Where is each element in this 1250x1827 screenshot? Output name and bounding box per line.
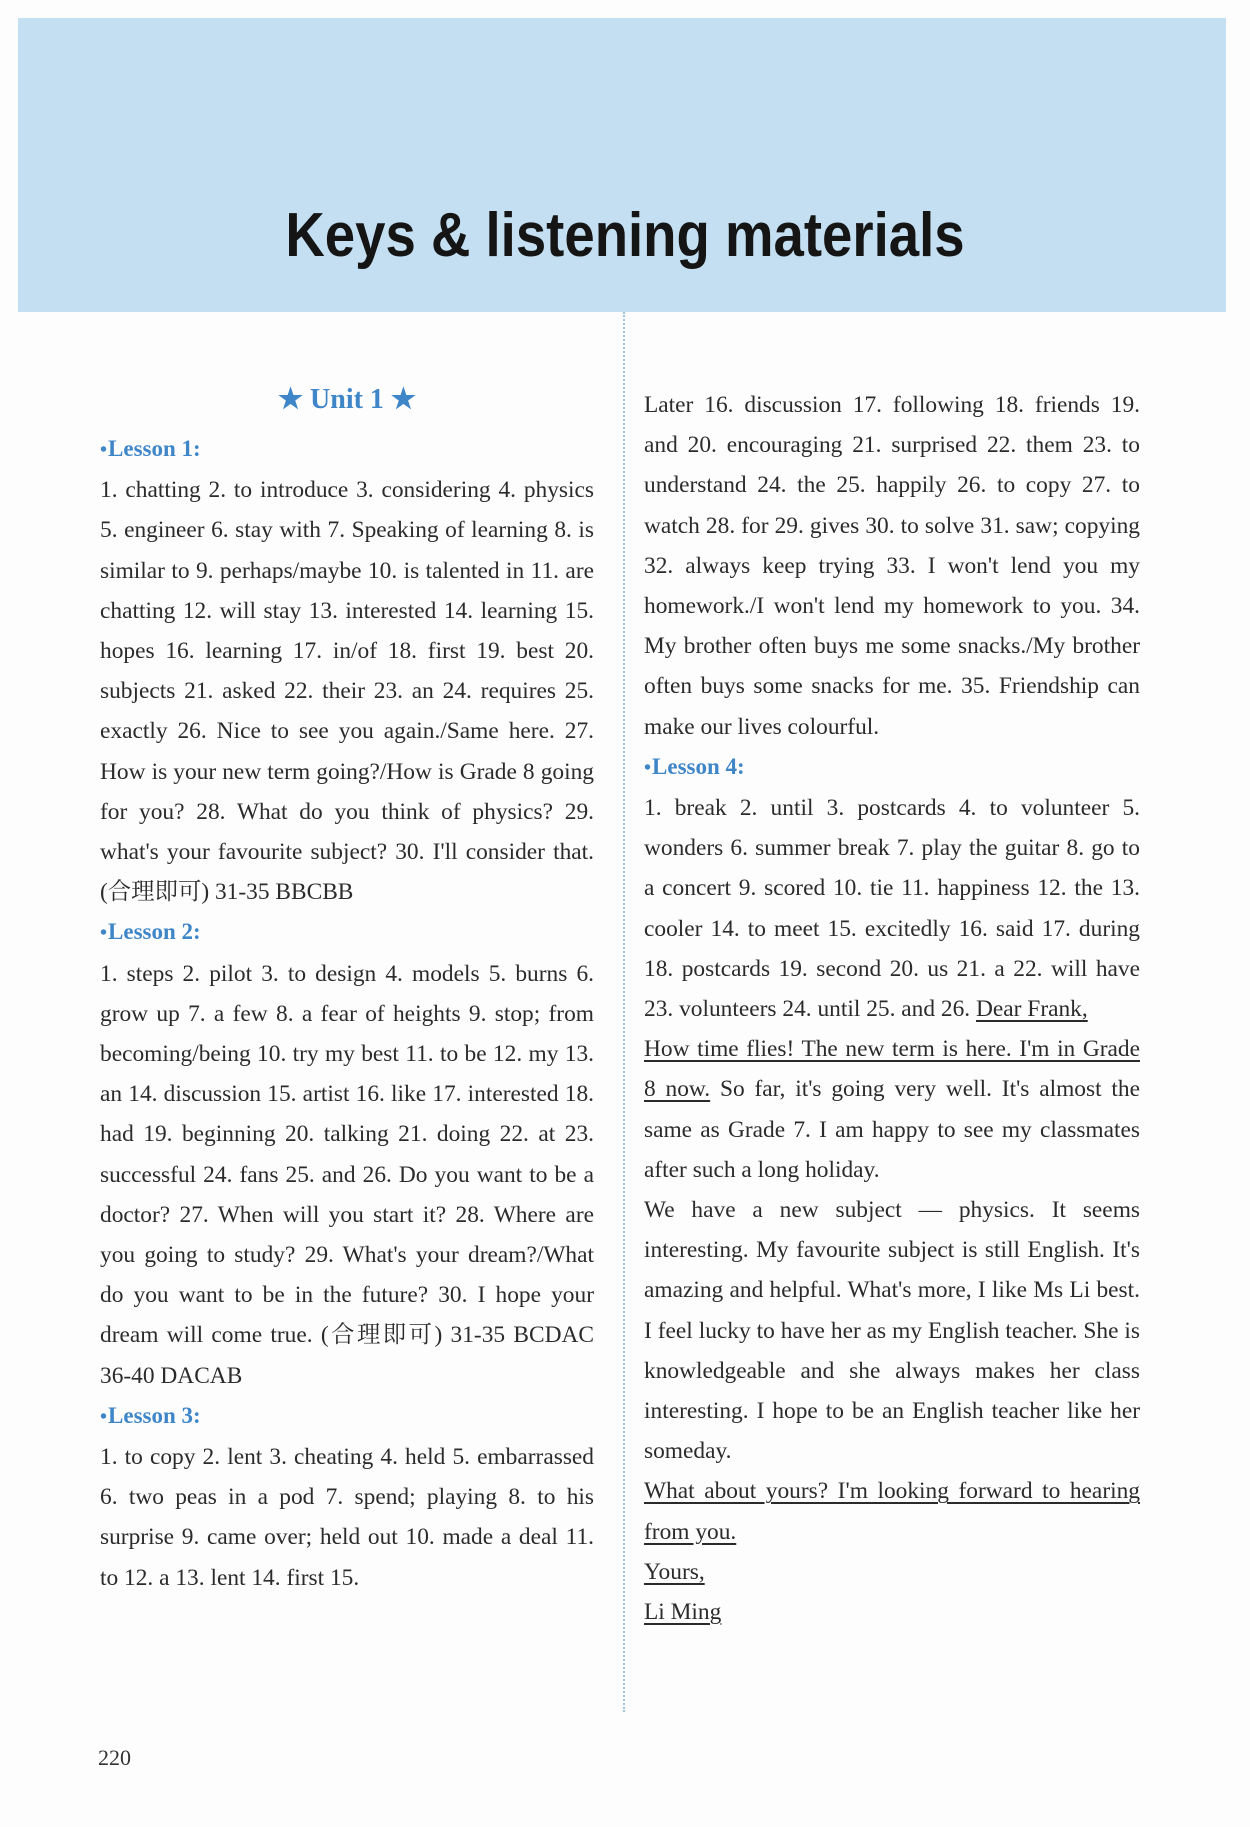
lesson-4-answers <box>644 788 1140 1029</box>
lesson-heading-3 <box>100 1396 594 1437</box>
letter-signature <box>644 1592 1140 1632</box>
page-title: Keys & listening materials <box>285 201 965 270</box>
bullet-icon: • <box>100 922 108 945</box>
bullet-icon: • <box>100 1405 108 1428</box>
letter-underlined-closing: What about yours? I'm looking forward to hearing from you. <box>644 1478 1140 1545</box>
column-divider <box>623 312 625 1712</box>
letter-paragraph-1 <box>644 1029 1140 1190</box>
letter-greeting: Dear Frank, <box>976 996 1088 1023</box>
letter-item-number: 26. <box>940 996 971 1023</box>
page-number: 220 <box>98 1745 131 1770</box>
lesson-label: Lesson 2: <box>108 919 201 945</box>
letter-paragraph-1-text: So far, it's going very well. It's almost the same as Grade 7. I am happy to see my classmates after such a long holiday. <box>644 1076 1140 1183</box>
letter-signature-name: Li Ming <box>644 1599 722 1626</box>
lesson-label: Lesson 3: <box>108 1402 201 1428</box>
lesson-1-answers: 1. chatting 2. to introduce 3. considering 4. physics 5. engineer 6. stay with 7. Speaking of learning 8. is similar to 9. perhaps/maybe 10. is talented in 11. are chatting 12. will stay 13. interested 14. learning 15. hopes 16. learning 17. in/of 18. first 19. best 20. subjects 21. asked 22. their 23. an 24. requires 25. exactly 26. Nice to see you again./Same here. 27. How is your new term going?/How is Grade 8 going for you? 28. What do you think of physics? 29. what's your favourite subject? 30. I'll consider that. (合理即可) 31-35 BBCBB <box>100 477 594 906</box>
lesson-label: Lesson 1: <box>108 436 201 461</box>
lesson-heading-1 <box>100 429 594 470</box>
letter-paragraph-3 <box>644 1471 1140 1551</box>
lesson-heading-2 <box>100 912 594 953</box>
unit-heading: ★ Unit 1 ★ <box>277 384 417 415</box>
lesson-label: Lesson 4: <box>652 753 745 779</box>
lesson-3-answers: 1. to copy 2. lent 3. cheating 4. held 5. embarrassed 6. two peas in a pod 7. spend; playing 8. to his surprise 9. came over; held out 10. made a deal 11. to 12. a 13. lent 14. first 15. <box>100 1444 594 1591</box>
lesson-4-answer-text: 1. break 2. until 3. postcards 4. to volunteer 5. wonders 6. summer break 7. play the guitar 8. go to a concert 9. scored 10. tie 11. happiness 12. the 13. cooler 14. to meet 15. excitedly 16. said 17. during 18. postcards 19. second 20. us 21. a 22. will have 23. volunteers 24. until 25. and <box>644 795 1140 1023</box>
lesson-3-answers-continued: Later 16. discussion 17. following 18. friends 19. and 20. encouraging 21. surprised 22. them 23. to understand 24. the 25. happily 26. to copy 27. to watch 28. for 29. gives 30. to solve 31. saw; copying 32. always keep trying 33. I won't lend you my homework./I won't lend my homework to you. 34. My brother often buys me some snacks./My brother often buys some snacks for me. 35. Friendship can make our lives colourful. <box>644 392 1140 740</box>
lesson-heading-4 <box>644 747 1140 788</box>
right-column <box>644 385 1140 1632</box>
left-column <box>100 375 594 1598</box>
letter-closing-word: Yours, <box>644 1558 705 1585</box>
letter-closing <box>644 1552 1140 1592</box>
letter-underlined-opening: How time flies! The new term is here. I'm in Grade 8 now. <box>644 1036 1140 1103</box>
bullet-icon: • <box>100 439 108 461</box>
letter-paragraph-2: We have a new subject — physics. It seems interesting. My favourite subject is still English. It's amazing and helpful. What's more, I like Ms Li best. I feel lucky to have her as my English teacher. She is knowledgeable and she always makes her class interesting. I hope to be an English teacher like her someday. <box>644 1197 1140 1465</box>
lesson-2-answers: 1. steps 2. pilot 3. to design 4. models 5. burns 6. grow up 7. a few 8. a fear of heights 9. stop; from becoming/being 10. try my best 11. to be 12. my 13. an 14. discussion 15. artist 16. like 17. interested 18. had 19. beginning 20. talking 21. doing 22. at 23. successful 24. fans 25. and 26. Do you want to be a doctor? 27. When will you start it? 28. Where are you going to study? 29. What's your dream?/What do you want to be in the future? 30. I hope your dream will come true. (合理即可) 31-35 BCDAC 36-40 DACAB <box>100 960 594 1389</box>
bullet-icon: • <box>644 756 652 779</box>
